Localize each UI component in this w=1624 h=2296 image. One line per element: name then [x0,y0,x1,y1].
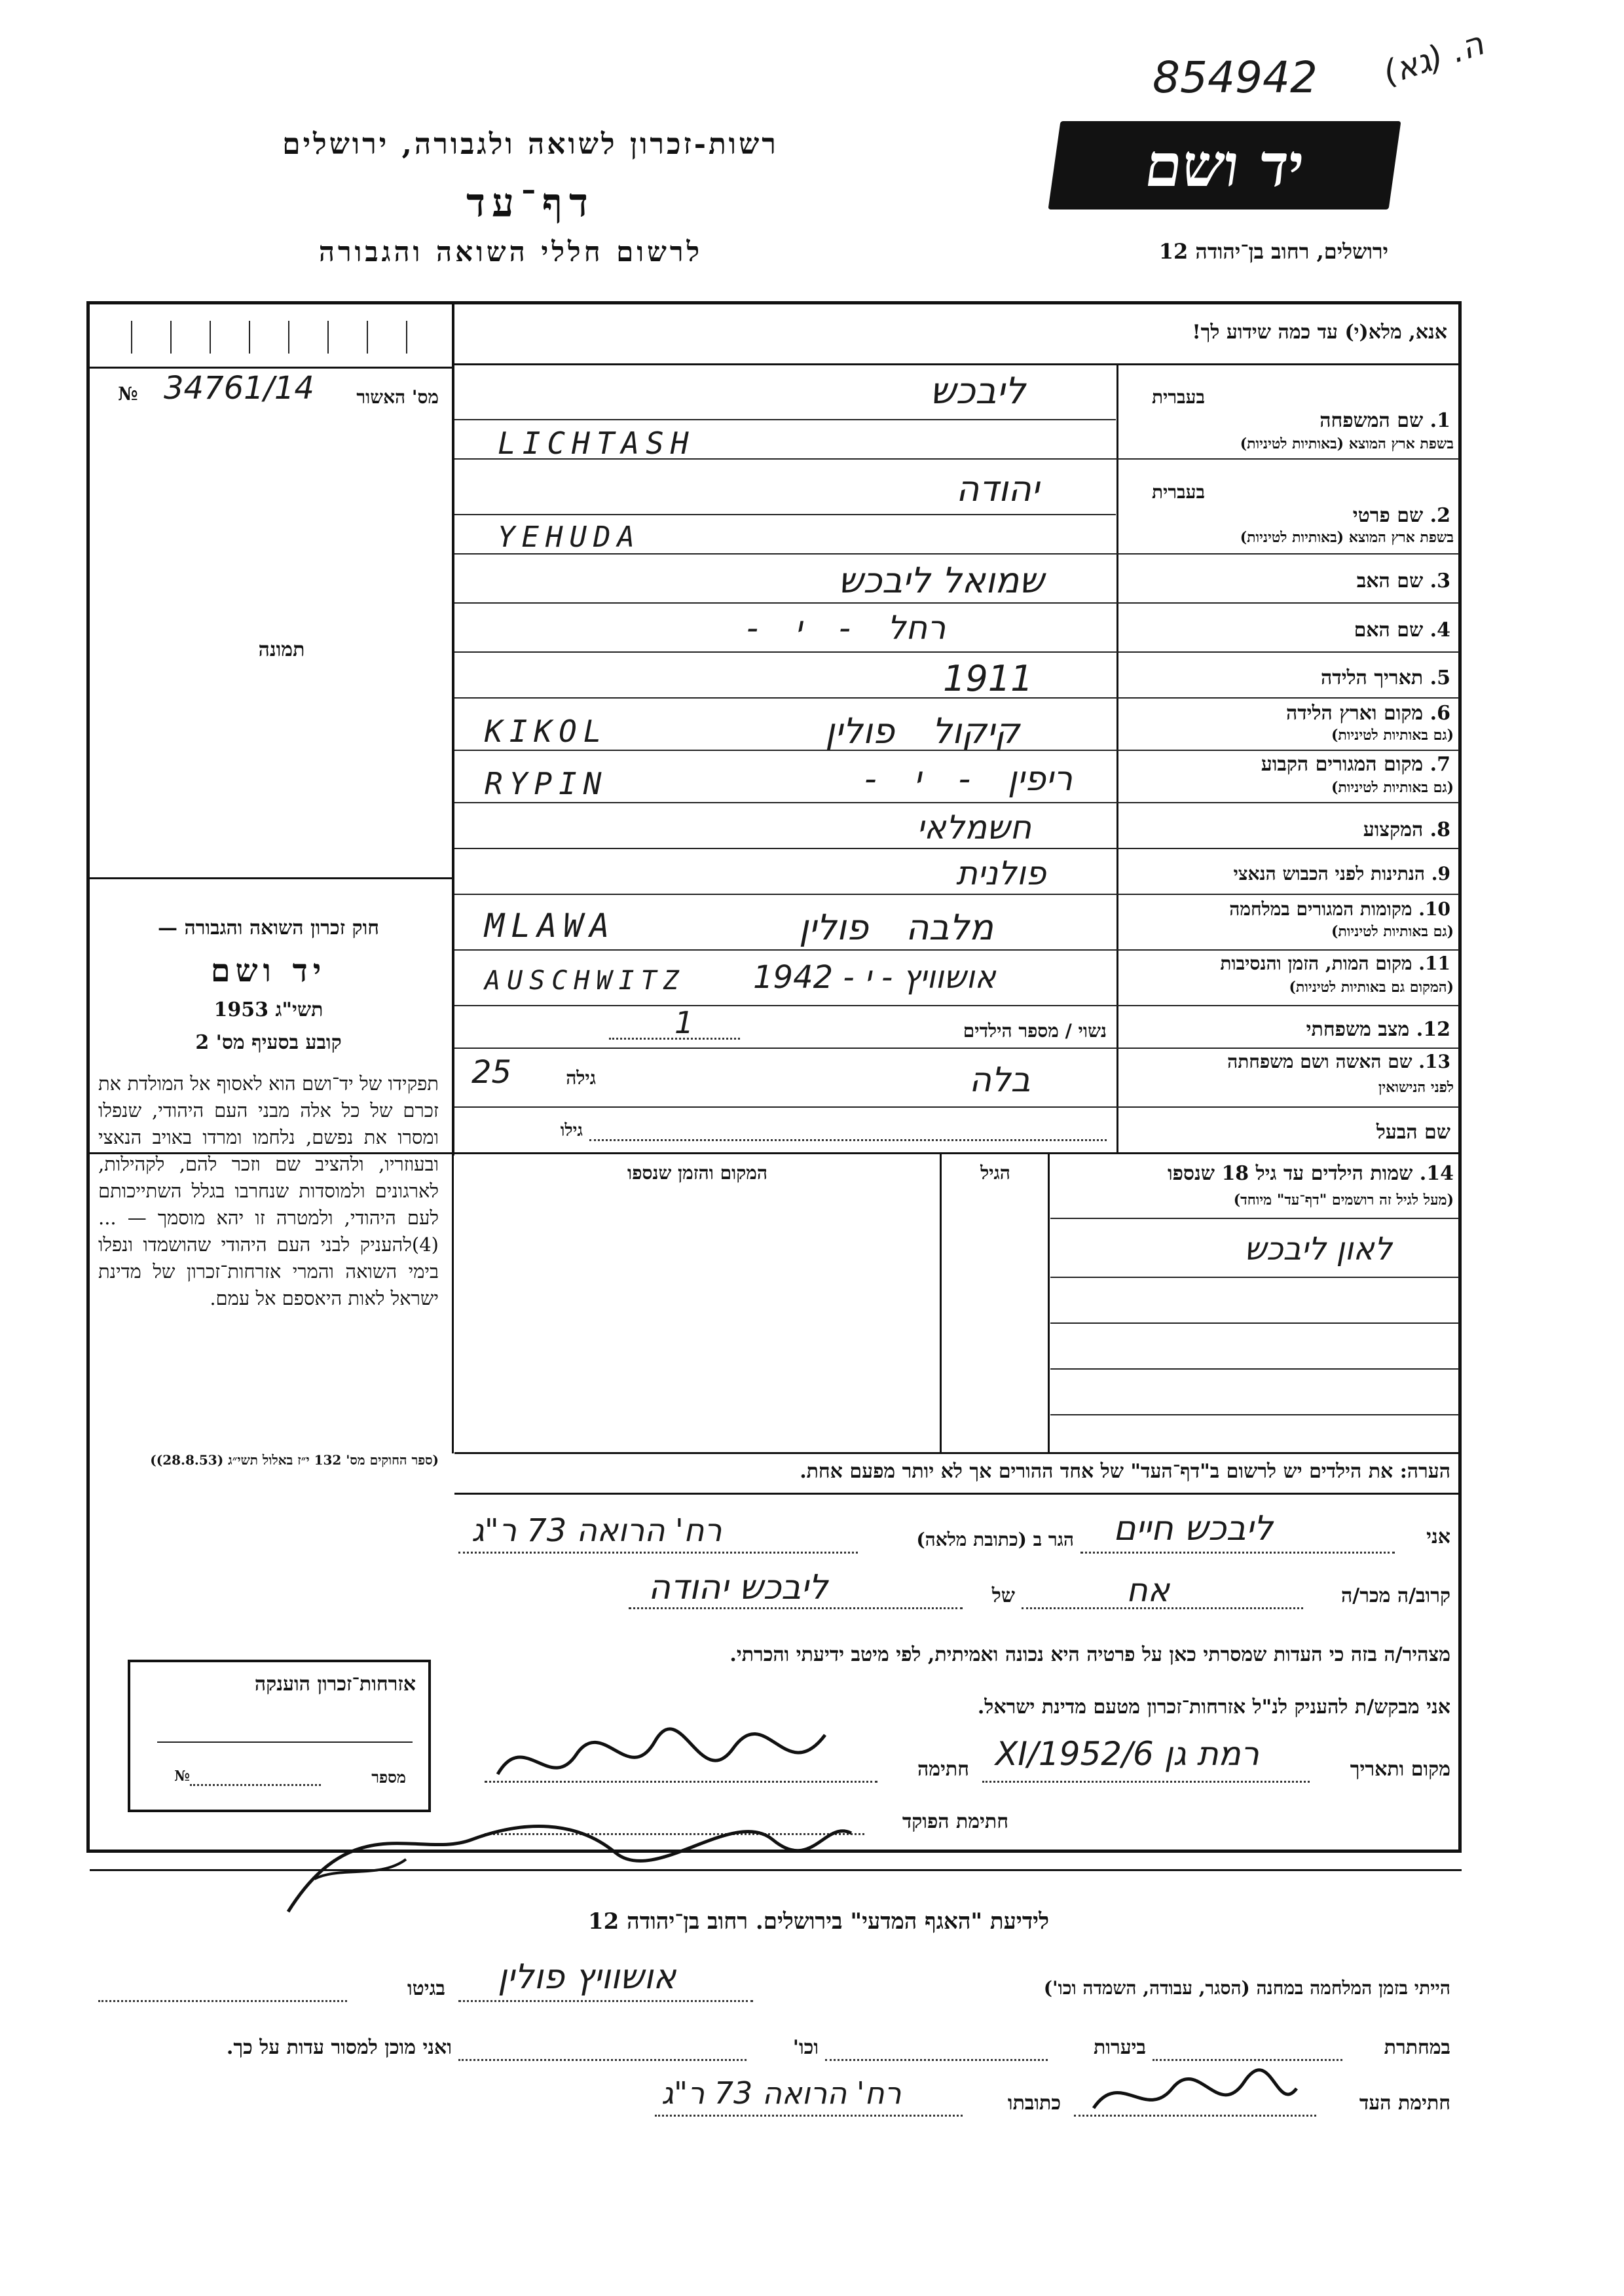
forests-field[interactable] [825,2059,1048,2061]
approval-no-mark: № [118,383,138,405]
underground-label: במחתרת [1384,2036,1450,2059]
row4-title: שם האם [1354,619,1424,642]
law-box-top [90,877,453,879]
row6-sub: (גם באותיות לטיניות) [1331,727,1454,744]
husband-name-field[interactable] [589,1139,1107,1141]
corner-number: 854942 [1153,52,1318,103]
approval-label: מס' האשור [356,386,439,408]
row5-label [1153,666,1450,689]
decl-address-field[interactable] [458,1552,858,1554]
children-num: 14. [1419,1162,1454,1185]
row1-sub: בשפת ארץ המוצא (באותיות לטיניות) [1240,435,1454,452]
header-address: ירושלים, רחוב בן־יהודה 12 [1158,239,1388,264]
witness-address: רח' הרואה 73 ר"ג [661,2075,902,2111]
row1-label [1244,409,1450,432]
law-title: חוק זכרון השואה והגבורה — [158,917,379,939]
children-col-div-3 [452,1152,454,1453]
row13-title: שם האשה ושם משפחתה [1227,1051,1412,1072]
wife-age: 25 [471,1054,512,1091]
row9-title: הנתינות לפני הכבוש הנאצי [1233,863,1426,884]
row3-num: 3. [1430,570,1450,592]
law-footnote: (ספר החוקים מס' 132 י״ז באלול תשי״ג (28.8.53)) [150,1452,439,1468]
decl-name: ליבכש חיים [1113,1509,1273,1548]
citizenship-box-title: אזרחות־זכרון הוענקה [254,1673,416,1696]
row3-title: שם האב [1356,570,1424,592]
children-col-place: המקום והזמן שנספו [627,1162,767,1184]
row13-label [1123,1051,1450,1073]
row8-num: 8. [1430,818,1450,841]
hebrew-tag-1: בעברית [1151,386,1205,408]
citizenship-number-label: מספר [371,1768,406,1787]
underground-field[interactable] [1153,2059,1342,2061]
ghetto-label: בגיטו [407,1977,445,2000]
row7-value-lat: RYPIN [485,766,608,801]
camp-field[interactable] [458,2000,753,2002]
photo-label: תמונה [258,638,305,661]
row10-title: מקומות המגורים במלחמה [1229,898,1412,920]
of-name: ליבכש יהודה [648,1568,828,1607]
row2-label [1244,504,1450,527]
row8-title: המקצוע [1363,818,1424,841]
ready-text: ואני מוכן למסור עדות על כך. [226,2036,452,2059]
row8-label [1153,818,1450,841]
row11-num: 11. [1418,953,1450,974]
row13-num: 13. [1418,1051,1450,1072]
row10-label [1123,898,1450,920]
intro-divider [454,363,1459,365]
row12-value: נשוי / מספר הילדים [963,1020,1107,1042]
row6-num: 6. [1430,702,1450,725]
row1-title: שם המשפחה [1320,409,1424,432]
law-year: תשי"ג 1953 [213,998,323,1021]
row4-label [1153,619,1450,642]
witness-address-field[interactable] [655,2115,963,2117]
row2-value-he: יהודה [956,468,1039,509]
row6-value-lat: KIKOL [485,714,608,749]
relation-label: קרוב/ה מכר/ה [1341,1584,1450,1607]
row13-value: בלה [969,1061,1031,1100]
decl-ani: אני [1426,1525,1450,1548]
row3-value: שמואל ליבכש [838,560,1044,601]
row4-num: 4. [1430,619,1450,642]
row6-value: קיקול פולין [825,710,1020,752]
approval-divider [90,367,453,369]
row7-sub: (גם באותיות לטיניות) [1331,779,1454,796]
row2-num: 2. [1430,504,1450,527]
row2-title: שם פרטי [1352,504,1424,527]
row6-title: מקום וארץ הלידה [1285,702,1424,725]
row12-num: 12. [1416,1018,1450,1041]
address-label: כתובתו [1007,2092,1061,2115]
row5-num: 5. [1430,666,1450,689]
row9-value: פולנית [956,854,1046,892]
row7-title: מקום המגורים הקבוע [1261,753,1424,776]
row1-value-lat: LICHTASH [498,426,695,461]
row3-label [1153,570,1450,592]
children-title [1054,1162,1454,1185]
row5-value: 1911 [943,658,1033,699]
children-col-div-2 [940,1152,942,1453]
children-col-age: הגיל [980,1162,1010,1184]
org-title: רשות-זכרון לשואה ולגבורה, ירושלים [282,128,779,161]
row1-num: 1. [1430,409,1450,432]
column-divider [452,304,454,1156]
row7-value: ריפין - י - [864,759,1073,799]
of-label: של [991,1584,1015,1607]
row11-title: מקום המות, הזמן והנסיבות [1220,953,1412,974]
witness-sig-label: חתימת העד [1359,2092,1450,2115]
children-title-text: שמות הילדים עד גיל 18 שנספו [1167,1162,1413,1185]
approval-number: 34761/14 [164,370,314,407]
husband-age-label: גילו [560,1121,583,1140]
children-col-div-1 [1048,1152,1050,1453]
decl-statement: מצהיר/ה בזה כי העדות שמסרתי כאן על פרטיה היא נכונה ואמיתית, לפי מיטב ידיעתי והכרתי. [729,1643,1450,1666]
row7-label [1153,753,1450,776]
law-name: יד ושם [210,953,327,989]
camp-line: הייתי בזמן המלחמה במחנה (הסגר, עבודה, השמדה וכו') [1043,1977,1450,1999]
footer-title: לידיעת "האגף המדעי" בירושלים. רחוב בן־יהודה 12 [588,1908,1049,1935]
row10-value: מלבה פולין [799,907,993,948]
doc-subtitle: לרשום חללי השואה והגבורה [318,236,703,268]
row9-num: 9. [1431,863,1450,884]
row4-value: רחל - י - [747,609,946,647]
note-bottom [454,1493,1459,1495]
row7-num: 7. [1430,753,1450,776]
children-sub: (מעל לגיל זה רושמים "דף־עד" מיוחד) [1233,1192,1454,1209]
yad-vashem-logo [1048,121,1401,210]
row1-value-he: ליבכש [930,370,1026,412]
of-name-field[interactable] [629,1607,963,1609]
row10-value-lat: MLAWA [485,907,616,945]
citizenship-number-field[interactable] [190,1784,321,1786]
doc-title: דף־עד [466,180,595,226]
note-top [454,1452,1459,1454]
row11-label [1123,953,1450,975]
ghetto-field[interactable] [98,2000,347,2002]
row11-value-lat: AUSCHWITZ [485,966,686,996]
row11-value: אושוויץ - י - 1942 [753,959,996,996]
relation: אח [1126,1571,1170,1609]
row11-sub: (המקום גם באותיות לטיניות) [1289,979,1454,996]
child-name: לאון ליבכש [1244,1231,1392,1267]
husband-label: שם הבעל [1376,1121,1450,1144]
logo-text: יד ושם [1140,130,1309,200]
row12-label [1153,1018,1450,1041]
etc-label: וכו' [792,2036,819,2059]
note: הערה: את הילדים יש לרשום ב"דף־העד" של אחד ההורים אך לא יותר מפעם אחת. [800,1460,1450,1483]
law-text: תפקידו של יד־ושם הוא לאסוף אל המולדת את זכרם של כל אלה מבני העם היהודי, שנפלו ומסרו את נפשם, נלחמו ומרדו באויב הנאצי ובעוזריו, ולהציב שם וזכר להם, לקהילות, לארגונים ולמוסדות שנחרבו בגלל השתייכותם לעם היהודי, ולמטרה זו יהא מוסמך — ...(4)להעניק לבני העם היהודי שהושמדו ונפלו בימי השואה והמרי אזרחות־זכרון של מדינת ישראל לאות היאספם אל עמם. [98,1072,439,1309]
forests-label: ביערות [1093,2036,1146,2059]
label-column-divider [1116,363,1118,1152]
decl-address: רח' הרואה 73 ר"ג [471,1512,722,1549]
citizenship-number-mark: № [174,1768,190,1785]
camp-value: אושוויץ פולין [498,1958,676,1997]
row2-value-lat: YEHUDA [498,520,641,554]
row9-label [1123,863,1450,885]
decl-resident-label: הגר ב (כתובת מלאה) [916,1529,1074,1550]
official-label: חתימת הפוקד [902,1810,1008,1833]
wife-age-label: גילה [566,1067,596,1089]
law-clause: קובע בסעיף מס' 2 [195,1031,342,1054]
witness-signature [1087,2062,1303,2128]
row8-value: חשמלאי [917,809,1032,847]
row2-sub: בשפת ארץ המוצא (באותיות לטיניות) [1240,529,1454,546]
row10-sub: (גם באותיות לטיניות) [1331,923,1454,940]
row5-title: תאריך הלידה [1321,666,1424,689]
children-count: 1 [674,1005,694,1040]
etc-field[interactable] [458,2059,747,2061]
approval-ticks [92,308,452,367]
row6-label [1153,702,1450,725]
row13-sub: לפני הנישואין [1378,1079,1454,1096]
form-intro: אנא, מלא(י) עד כמה שידוע לך! [1192,321,1447,344]
place-date-label: מקום ותאריך [1350,1758,1450,1781]
place-date: רמת גן 6/XI/1952 [995,1735,1259,1773]
row12-title: מצב משפחתי [1306,1018,1410,1041]
corner-mark: ה. (גא) [1378,24,1488,92]
decl-request: אני מבקש/ת להעניק לנ"ל אזרחות־זכרון מטעם מדינת ישראל. [977,1696,1450,1719]
place-date-field[interactable] [982,1781,1310,1783]
signature-label: חתימה [917,1758,969,1781]
footer-top [90,1869,1462,1871]
decl-name-field[interactable] [1080,1552,1395,1554]
row10-num: 10. [1418,898,1450,920]
hebrew-tag-2: בעברית [1151,481,1205,503]
